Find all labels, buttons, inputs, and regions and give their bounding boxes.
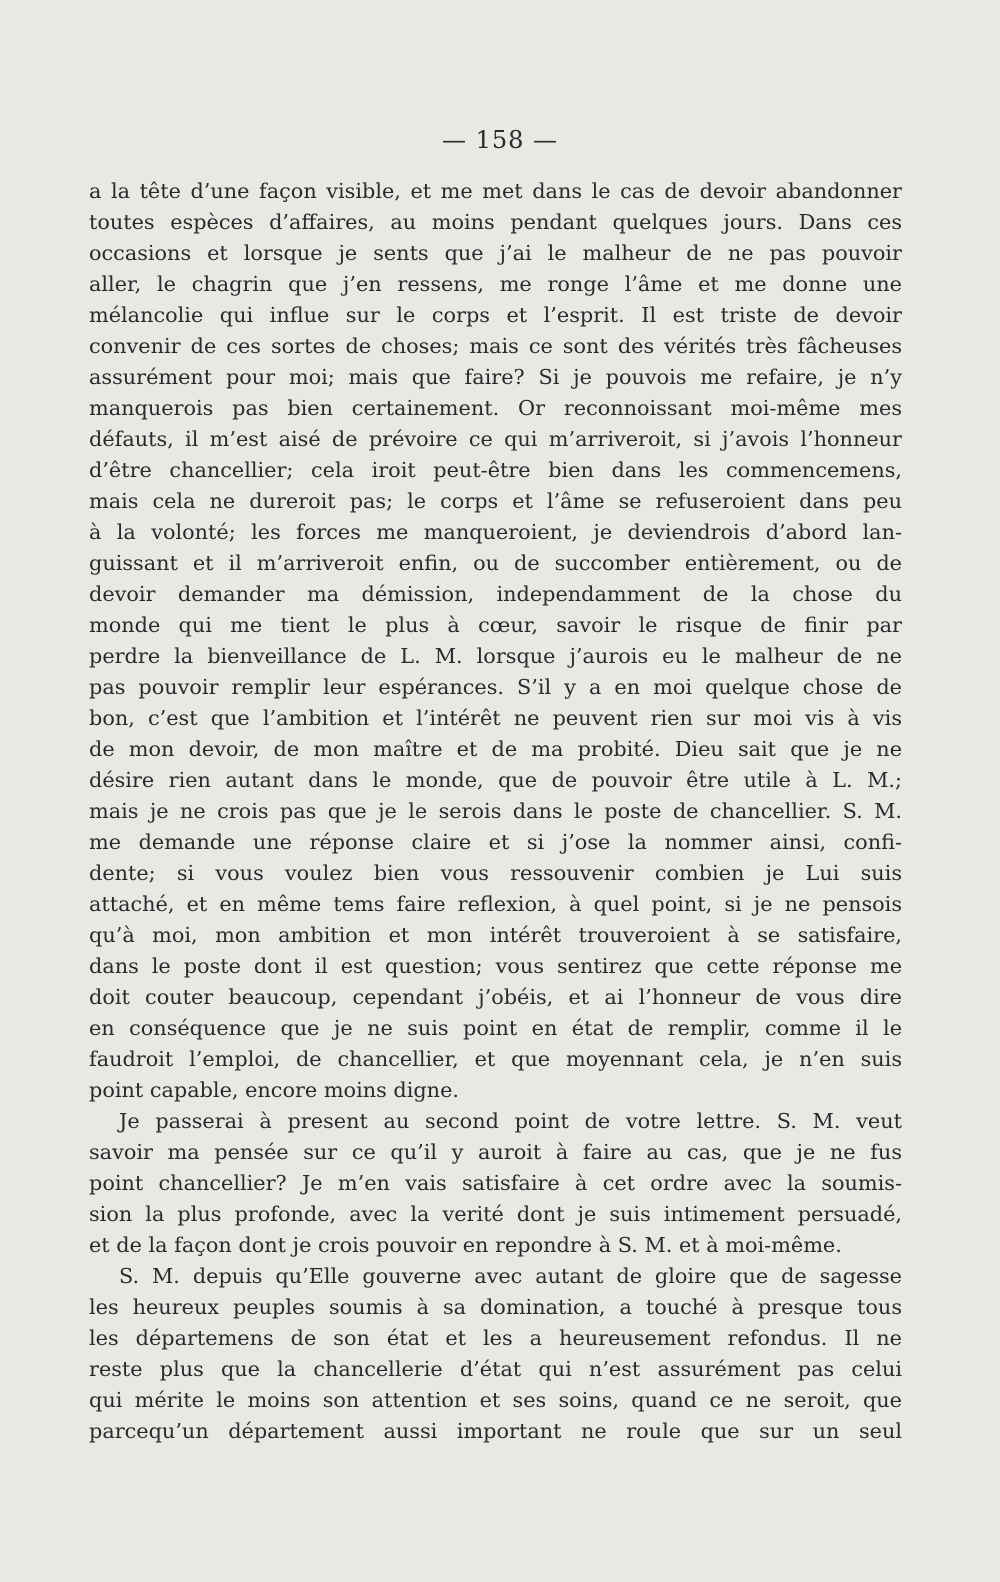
text-line: de mon devoir, de mon maître et de ma probité. Dieu sait que je ne [89, 737, 902, 761]
text-line: en conséquence que je ne suis point en état de remplir, comme il le [89, 1016, 902, 1040]
text-line: d’être chancellier; cela iroit peut-être bien dans les commencemens, [89, 458, 902, 482]
text-line: savoir ma pensée sur ce qu’il y auroit à faire au cas, que je ne fus [89, 1140, 902, 1164]
text-line: me demande une réponse claire et si j’ose la nommer ainsi, confi- [89, 830, 902, 854]
text-line: mais cela ne dureroit pas; le corps et l’âme se refuseroient dans peu [89, 489, 902, 513]
text-line: reste plus que la chancellerie d’état qui n’est assurément pas celui [89, 1357, 902, 1381]
text-line: défauts, il m’est aisé de prévoire ce qui m’arriveroit, si j’avois l’honneur [89, 427, 902, 451]
text-line: faudroit l’emploi, de chancellier, et que moyennant cela, je n’en suis [89, 1047, 902, 1071]
text-line: mélancolie qui influe sur le corps et l’esprit. Il est triste de devoir [89, 303, 902, 327]
text-line: les départemens de son état et les a heureusement refondus. Il ne [89, 1326, 902, 1350]
text-line: aller, le chagrin que j’en ressens, me ronge l’âme et me donne une [89, 272, 902, 296]
text-line: toutes espèces d’affaires, au moins pendant quelques jours. Dans ces [89, 210, 902, 234]
text-line: S. M. depuis qu’Elle gouverne avec autant de gloire que de sagesse [119, 1264, 902, 1288]
text-line: les heureux peuples soumis à sa domination, a touché à presque tous [89, 1295, 902, 1319]
text-line: sion la plus profonde, avec la verité dont je suis intimement persuadé, [89, 1202, 902, 1226]
text-line: mais je ne crois pas que je le serois dans le poste de chancellier. S. M. [89, 799, 902, 823]
text-line: point chancellier? Je m’en vais satisfaire à cet ordre avec la soumis- [89, 1171, 902, 1195]
page-number: — 158 — [441, 126, 559, 154]
text-line: et de la façon dont je crois pouvoir en repondre à S. M. et à moi-même. [89, 1233, 842, 1257]
text-line: désire rien autant dans le monde, que de pouvoir être utile à L. M.; [89, 768, 902, 792]
text-line: dente; si vous voulez bien vous ressouvenir combien je Lui suis [89, 861, 902, 885]
text-line: attaché, et en même tems faire reflexion, à quel point, si je ne pensois [89, 892, 902, 916]
text-line: assurément pour moi; mais que faire? Si je pouvois me refaire, je n’y [89, 365, 902, 389]
text-line: a la tête d’une façon visible, et me met dans le cas de devoir abandonner [89, 179, 902, 203]
text-line: bon, c’est que l’ambition et l’intérêt ne peuvent rien sur moi vis à vis [89, 706, 902, 730]
text-line: occasions et lorsque je sents que j’ai le malheur de ne pas pouvoir [89, 241, 902, 265]
text-line: à la volonté; les forces me manqueroient, je deviendrois d’abord lan- [89, 520, 902, 544]
text-line: qui mérite le moins son attention et ses soins, quand ce ne seroit, que [89, 1388, 902, 1412]
text-line: point capable, encore moins digne. [89, 1078, 459, 1102]
body-text [89, 176, 902, 1447]
text-line: devoir demander ma démission, independamment de la chose du [89, 582, 902, 606]
text-line: perdre la bienveillance de L. M. lorsque j’aurois eu le malheur de ne [89, 644, 902, 668]
text-line: qu’à moi, mon ambition et mon intérêt trouveroient à se satisfaire, [89, 923, 902, 947]
text-line: doit couter beaucoup, cependant j’obéis, et ai l’honneur de vous dire [89, 985, 902, 1009]
text-line: Je passerai à present au second point de votre lettre. S. M. veut [119, 1109, 902, 1133]
text-line: convenir de ces sortes de choses; mais ce sont des vérités très fâcheuses [89, 334, 902, 358]
text-line: monde qui me tient le plus à cœur, savoir le risque de finir par [89, 613, 902, 637]
text-line: guissant et il m’arriveroit enfin, ou de succomber entièrement, ou de [89, 551, 902, 575]
text-line: manquerois pas bien certainement. Or reconnoissant moi-même mes [89, 396, 902, 420]
text-line: pas pouvoir remplir leur espérances. S’il y a en moi quelque chose de [89, 675, 902, 699]
text-line: dans le poste dont il est question; vous sentirez que cette réponse me [89, 954, 902, 978]
text-line: parcequ’un département aussi important ne roule que sur un seul [89, 1419, 902, 1443]
